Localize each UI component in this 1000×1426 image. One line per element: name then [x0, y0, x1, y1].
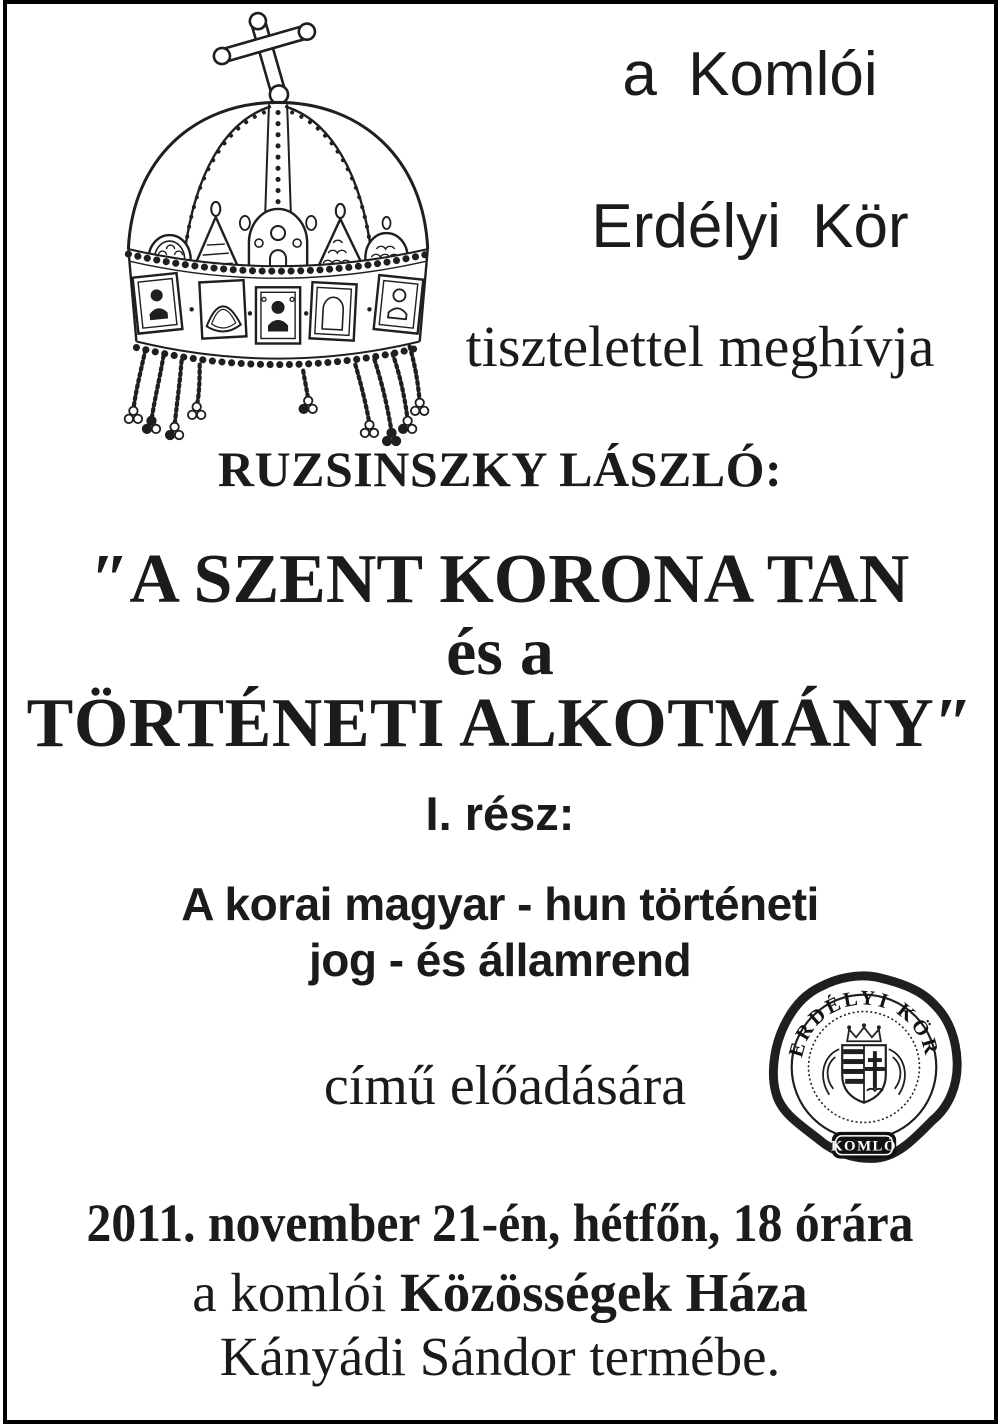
talk-title-line-2: és a	[446, 613, 554, 689]
seal-ring-text: ERDÉLYI KÖR	[784, 986, 944, 1060]
venue-prefix: a komlói	[192, 1262, 387, 1323]
event-datetime: 2011. november 21-én, hétfőn, 18 órára	[86, 1193, 914, 1253]
event-venue	[0, 1262, 1000, 1324]
talk-subtitle-line-1: A korai magyar - hun történeti	[181, 878, 819, 930]
event-room: Kányádi Sándor termébe.	[219, 1326, 781, 1387]
speaker-name: RUZSINSZKY LÁSZLÓ:	[217, 441, 783, 497]
masthead-line-1: a Komlói	[622, 40, 878, 109]
part-label: I. rész:	[425, 787, 575, 840]
bent-cross-icon	[205, 6, 331, 118]
talk-title-line-1: ″A SZENT KORONA TAN	[90, 541, 910, 618]
talk-title	[0, 541, 1000, 762]
invitation-line: tisztelettel meghívja	[465, 314, 935, 379]
seal-komlo-label: KOMLÓ	[831, 1138, 897, 1155]
venue-name: Közösségek Háza	[399, 1262, 808, 1323]
talk-subtitle-line-2: jog - és államrend	[308, 934, 692, 986]
closing-line: című előadására	[323, 1055, 687, 1117]
talk-title-line-3: TÖRTÉNETI ALKOTMÁNY″	[26, 685, 974, 762]
masthead-line-2: Erdélyi Kör	[591, 192, 909, 261]
erdelyi-kor-seal	[760, 956, 968, 1180]
holy-crown-illustration	[82, 6, 454, 448]
